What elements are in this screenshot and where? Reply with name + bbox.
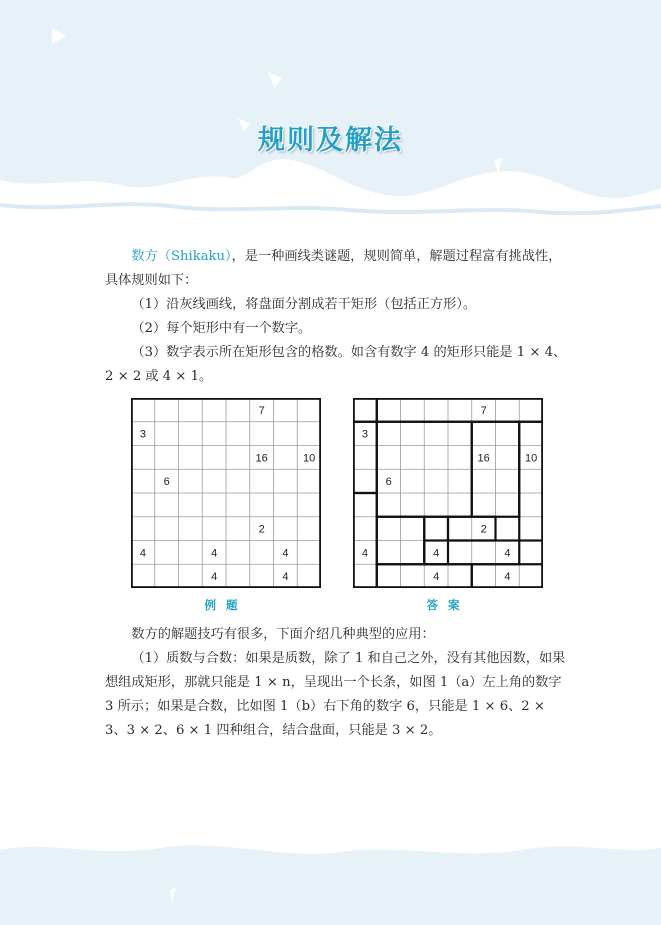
technique-1-paragraph: （1）质数与合数：如果是质数，除了 1 和自己之外，没有其他因数，如果想组成矩形，那就只能是 1 × n，呈现出一个长条，如图 1（a）左上角的数字 3 所示；如果是合数，比如图 1（b）右下角的数字 6，只能是 1 × 6、2 × 3、3 × 2、6 × 1 四种组合，结合盘面，只能是 3 × 2。: [105, 651, 566, 738]
answer-caption: 答案: [426, 598, 470, 612]
answer-clue-number: 6: [385, 476, 392, 489]
bottom-background: [0, 830, 661, 925]
answer-clue-number: 3: [361, 428, 368, 441]
answer-rectangle: [353, 398, 377, 422]
intro-paragraph: 数方（Shikaku），是一种画线类谜题，规则简单，解题过程富有挑战性，具体规则如下：: [105, 249, 562, 288]
answer-clue-number: 4: [433, 547, 440, 560]
answer-clue-number: 4: [504, 547, 511, 560]
example-clue-number: 7: [258, 404, 265, 417]
example-caption: 例题: [204, 598, 248, 612]
example-clue-number: 10: [303, 452, 316, 465]
techniques-intro: 数方的解题技巧有很多，下面介绍几种典型的应用：: [131, 627, 435, 642]
example-clue-number: 4: [282, 547, 289, 560]
answer-clue-number: 10: [525, 452, 538, 465]
answer-clue-number: 4: [504, 571, 511, 584]
answer-clue-number: 4: [361, 547, 368, 560]
example-clue-number: 2: [258, 523, 265, 536]
page-title: 规则及解法: [258, 125, 403, 156]
rule-3: （3）数字表示所在矩形包含的格数。如含有数字 4 的矩形只能是 1 × 4、2 × 2 或 4 × 1。: [105, 345, 567, 384]
example-clue-number: 4: [211, 547, 218, 560]
rules-section: [105, 245, 570, 389]
example-clue-number: 4: [139, 547, 146, 560]
answer-rectangle: [377, 398, 543, 422]
rule-2: （2）每个矩形中有一个数字。: [131, 321, 312, 336]
rule-1: （1）沿灰线画线，将盘面分割成若干矩形（包括正方形）。: [131, 297, 477, 312]
answer-puzzle-grid: [353, 398, 543, 588]
example-clue-number: 4: [282, 571, 289, 584]
answer-clue-number: 4: [433, 571, 440, 584]
answer-rectangle: [519, 422, 543, 541]
example-clue-number: 16: [255, 452, 268, 465]
term-shikaku: 数方（Shikaku）: [131, 249, 232, 264]
answer-clue-number: 16: [477, 452, 490, 465]
techniques-section: [105, 623, 570, 743]
answer-clue-number: 7: [480, 404, 487, 417]
example-clue-number: 4: [211, 571, 218, 584]
example-puzzle-grid: [131, 398, 321, 588]
example-clue-number: 3: [139, 428, 146, 441]
answer-clue-number: 2: [480, 523, 487, 536]
example-clue-number: 6: [163, 476, 170, 489]
